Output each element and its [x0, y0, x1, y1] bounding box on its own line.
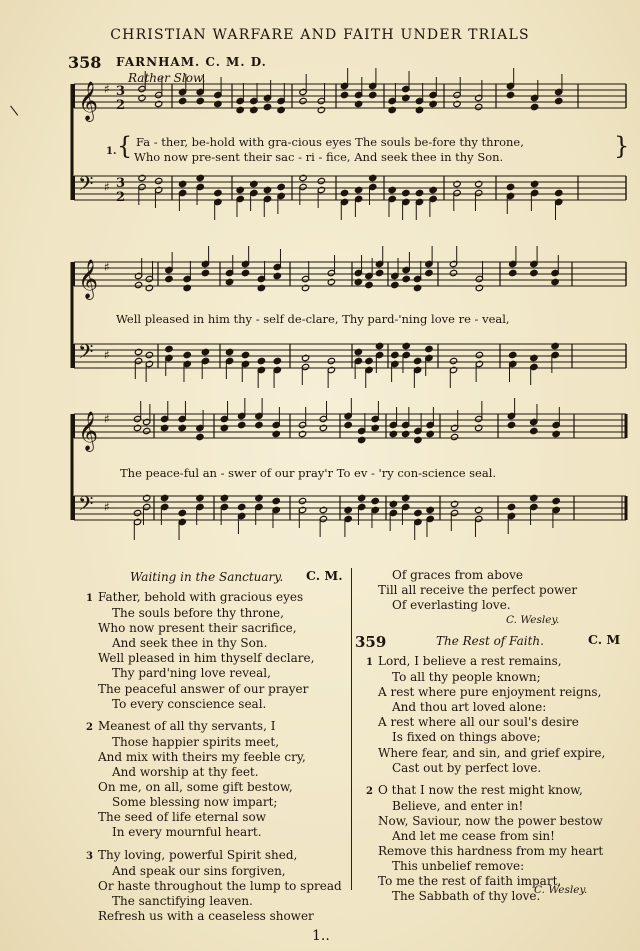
stanza-text: Father, behold with gracious eyes — [98, 590, 304, 604]
note-head — [327, 278, 335, 285]
stanza-text: And worship at thy feet. — [112, 765, 259, 780]
note-head — [241, 269, 249, 276]
stanza-line — [378, 685, 634, 700]
note-head — [391, 351, 399, 358]
stanza-line — [98, 735, 350, 750]
stanza-number: 2 — [366, 785, 373, 797]
stanza-line: Of graces from above — [392, 568, 523, 582]
stanza-text: Now, Saviour, now the power bestow — [378, 813, 603, 828]
note-head — [375, 342, 383, 349]
stanza-text: A rest where pure enjoyment reigns, — [378, 685, 602, 700]
hymn-358-stanzas — [86, 590, 350, 931]
hymn-358-title-line — [130, 570, 330, 585]
stanza-line — [378, 761, 634, 776]
note-head — [365, 357, 373, 364]
bass-clef: 𝄢 — [78, 340, 94, 368]
stanza-text: This unbelief remove: — [392, 859, 525, 874]
note-head — [183, 284, 191, 291]
note-head — [319, 424, 327, 431]
note-head — [475, 351, 483, 358]
note-head — [277, 183, 285, 190]
stanza-text: And mix with theirs my feeble cry, — [98, 749, 306, 764]
stanza-text: The sanctifying leaven. — [112, 893, 253, 908]
treble-clef: 𝄞 — [78, 81, 99, 121]
stanza-line — [98, 651, 350, 666]
note-head — [506, 91, 514, 98]
time-signature-bottom: 2 — [116, 190, 126, 205]
note-head — [344, 506, 352, 513]
stanza-line — [98, 894, 350, 909]
stanza-line — [98, 765, 350, 780]
note-head — [530, 494, 538, 501]
note-head — [555, 97, 563, 104]
note-head — [531, 103, 539, 110]
stanza-line — [378, 874, 634, 889]
stanza-line — [86, 848, 350, 864]
note-head — [371, 497, 379, 504]
hymn-359-stanzas — [366, 654, 634, 912]
lyric-line-1a: Fa - ther, be-hold with gra-cious eyes The souls be-fore thy throne, — [136, 135, 524, 149]
note-head — [475, 180, 483, 187]
stanza-text: The peaceful answer of our prayer — [98, 681, 309, 696]
note-head — [277, 106, 285, 113]
note-head — [415, 189, 423, 196]
note-head — [552, 497, 560, 504]
note-head — [391, 281, 399, 288]
stanza-text: The souls before thy throne, — [112, 606, 284, 621]
stanza-line — [378, 730, 634, 745]
note-head — [225, 278, 233, 285]
note-head — [238, 503, 246, 510]
stanza-line — [98, 621, 350, 636]
lyric-line-2: Well pleased in him thy - self de-clare, Thy pard-'ning love re - veal, — [116, 312, 510, 326]
note-head — [138, 174, 146, 181]
note-head — [220, 424, 228, 431]
note-head — [449, 269, 457, 276]
stanza-gap — [366, 776, 634, 783]
sharp-sign: ♯ — [104, 412, 110, 426]
stanza-line: Till all receive the perfect power — [378, 583, 578, 598]
note-head — [354, 278, 362, 285]
stanza-text: And let me cease from sin! — [392, 829, 555, 844]
note-head — [319, 506, 327, 513]
note-head — [298, 497, 306, 504]
note-head — [196, 433, 204, 440]
note-head — [413, 357, 421, 364]
note-head — [301, 354, 309, 361]
stanza-text: Who now present their sacrifice, — [98, 621, 297, 636]
note-head — [272, 430, 280, 437]
lyric-line-3: The peace-ful an - swer of our pray'r To ev - 'ry con-science seal. — [120, 466, 497, 480]
note-head — [299, 97, 307, 104]
note-head — [196, 494, 204, 501]
page-number: 1.. — [312, 928, 330, 944]
note-head — [327, 357, 335, 364]
running-head: CHRISTIAN WARFARE AND FAITH UNDER TRIALS — [110, 27, 530, 43]
note-head — [263, 186, 271, 193]
note-head — [257, 284, 265, 291]
note-head — [161, 424, 169, 431]
stanza-text: The Sabbath of thy love. — [392, 889, 541, 904]
stanza-text: On me, on all, some gift bestow, — [98, 780, 293, 795]
note-head — [354, 348, 362, 355]
note-head — [133, 424, 141, 431]
note-head — [530, 354, 538, 361]
stanza-number: 2 — [86, 721, 93, 733]
sharp-sign: ♯ — [104, 180, 110, 194]
stanza-text: Cast out by perfect love. — [392, 760, 542, 775]
note-head — [531, 180, 539, 187]
note-head — [402, 430, 410, 437]
hymn-358-number: 358 — [68, 53, 102, 72]
note-head — [165, 345, 173, 352]
note-head — [263, 103, 271, 110]
stanza-text: Thy loving, powerful Spirit shed, — [98, 847, 298, 862]
note-head — [179, 97, 187, 104]
note-head — [507, 503, 515, 510]
note-head — [133, 509, 141, 516]
margin-pencil-mark: \ — [9, 102, 20, 120]
hymn-358-continuation — [378, 568, 628, 613]
note-head — [552, 430, 560, 437]
note-head — [236, 106, 244, 113]
stanza-line — [98, 666, 350, 681]
note-head — [238, 421, 246, 428]
note-head — [475, 103, 483, 110]
stanza-gap — [366, 905, 634, 912]
stanza-text: Believe, and enter in! — [392, 798, 524, 813]
note-head — [250, 106, 258, 113]
stanza-line — [378, 889, 634, 904]
stanza-text: Refresh us with a ceaseless shower — [98, 908, 314, 923]
time-signature-bottom: 2 — [116, 98, 126, 113]
note-head — [301, 284, 309, 291]
stanza-line — [378, 859, 634, 874]
stanza-line — [86, 719, 350, 735]
stanza-text: To every conscience seal. — [112, 696, 267, 711]
stanza-line — [378, 715, 634, 730]
note-head — [134, 348, 142, 355]
note-head — [225, 348, 233, 355]
note-head — [155, 177, 163, 184]
treble-clef: 𝄞 — [78, 411, 99, 451]
note-head — [402, 189, 410, 196]
note-head — [178, 509, 186, 516]
note-head — [273, 357, 281, 364]
note-head — [551, 278, 559, 285]
note-head — [317, 106, 325, 113]
note-head — [298, 430, 306, 437]
stanza-line — [378, 700, 634, 715]
note-head — [475, 506, 483, 513]
note-head — [220, 494, 228, 501]
stanza-text: Or haste throughout the lump to spread — [98, 878, 342, 893]
note-head — [371, 424, 379, 431]
stanza-text: Those happier spirits meet, — [112, 734, 280, 749]
note-head — [426, 430, 434, 437]
note-head — [257, 357, 265, 364]
note-head — [530, 269, 538, 276]
note-head — [507, 421, 515, 428]
stanza-text: Where fear, and sin, and grief expire, — [378, 745, 606, 760]
note-head — [402, 342, 410, 349]
stanza-text: Thy pard'ning love reveal, — [112, 666, 271, 681]
stanza-line — [98, 879, 350, 894]
note-head — [155, 100, 163, 107]
stanza-line — [98, 697, 350, 712]
stanza-number: 3 — [86, 850, 93, 862]
note-head — [453, 100, 461, 107]
note-head — [555, 189, 563, 196]
hymn-358-meter: C. M. — [306, 568, 343, 583]
lyric-line-1b: Who now pre-sent their sac - ri - fice, And seek thee in thy Son. — [134, 150, 504, 164]
stanza-line — [378, 844, 634, 859]
note-head — [161, 494, 169, 501]
note-head — [414, 509, 422, 516]
note-head — [344, 421, 352, 428]
note-head — [255, 494, 263, 501]
stanza-text: Is fixed on things above; — [392, 730, 541, 745]
note-head — [425, 269, 433, 276]
bass-clef: 𝄢 — [78, 172, 94, 200]
stanza-line — [98, 810, 350, 825]
note-head — [178, 424, 186, 431]
note-head — [201, 269, 209, 276]
note-head — [475, 284, 483, 291]
time-signature-top: 3 — [116, 176, 126, 191]
note-head — [145, 284, 153, 291]
stanza-line — [378, 814, 634, 829]
lyric-brace-left: { — [117, 132, 133, 160]
note-head — [369, 91, 377, 98]
note-head — [426, 506, 434, 513]
hymn-359-title: The Rest of Faith. — [436, 634, 544, 648]
note-head — [506, 183, 514, 190]
stanza-line — [98, 825, 350, 840]
note-head — [415, 106, 423, 113]
stanza-text: And thou art loved alone: — [392, 700, 547, 715]
stanza-line — [366, 783, 634, 799]
note-head — [317, 177, 325, 184]
stanza-line — [378, 799, 634, 814]
stanza-gap — [86, 712, 350, 719]
note-head — [255, 421, 263, 428]
verse-number: 1. — [106, 146, 117, 157]
stanza-text: Well pleased in him thyself declare, — [98, 651, 315, 666]
stanza-line — [98, 909, 350, 924]
note-head — [509, 351, 517, 358]
stanza-text: Remove this hardness from my heart — [378, 844, 604, 859]
note-head — [145, 351, 153, 358]
stanza-text: Some blessing now impart; — [112, 795, 278, 810]
time-signature-top: 3 — [116, 84, 126, 99]
bass-clef: 𝄢 — [78, 492, 94, 520]
note-head — [425, 345, 433, 352]
treble-clef: 𝄞 — [78, 259, 99, 299]
stanza-gap — [86, 924, 350, 931]
note-head — [340, 91, 348, 98]
note-head — [183, 351, 191, 358]
stanza-text: To all thy people known; — [392, 670, 541, 685]
hymn-359-meter: C. M — [588, 632, 621, 647]
note-head — [214, 100, 222, 107]
sharp-sign: ♯ — [104, 82, 110, 96]
stanza-line — [98, 780, 350, 795]
note-head — [214, 189, 222, 196]
note-head — [272, 497, 280, 504]
note-head — [388, 106, 396, 113]
note-head — [138, 94, 146, 101]
note-head — [299, 174, 307, 181]
note-head — [365, 281, 373, 288]
note-head — [389, 500, 397, 507]
note-head — [358, 494, 366, 501]
note-head — [551, 342, 559, 349]
stanza-text: A rest where all our soul's desire — [378, 715, 579, 730]
note-head — [241, 351, 249, 358]
note-head — [450, 433, 458, 440]
stanza-text: O that I now the rest might know, — [378, 782, 583, 797]
note-head — [340, 189, 348, 196]
tempo-marking: Rather Slow. — [128, 71, 206, 85]
stanza-line: Of everlasting love. — [392, 598, 511, 613]
note-head — [530, 427, 538, 434]
lyric-brace-right: } — [614, 132, 630, 160]
note-head — [475, 424, 483, 431]
note-head — [355, 186, 363, 193]
stanza-line — [98, 795, 350, 810]
stanza-line — [98, 606, 350, 621]
stanza-number: 1 — [366, 657, 373, 668]
note-head — [134, 281, 142, 288]
note-head — [250, 180, 258, 187]
column-divider — [351, 568, 352, 890]
note-head — [450, 500, 458, 507]
note-head — [429, 186, 437, 193]
stanza-text: In every mournful heart. — [112, 825, 262, 840]
stanza-line — [378, 670, 634, 685]
note-head — [402, 494, 410, 501]
hymn-359-number: 359 — [355, 633, 387, 651]
stanza-line — [98, 636, 350, 651]
note-head — [165, 275, 173, 282]
note-head — [143, 494, 151, 501]
note-head — [402, 275, 410, 282]
note-head — [179, 180, 187, 187]
stanza-text: And speak our sins forgiven, — [112, 863, 286, 878]
stanza-number: 1 — [86, 593, 93, 604]
stanza-text: Lord, I believe a rest remains, — [378, 654, 562, 668]
note-head — [358, 436, 366, 443]
stanza-gap — [86, 841, 350, 848]
note-head — [509, 269, 517, 276]
hymn-359-author: C. Wesley. — [534, 884, 588, 896]
stanza-line — [98, 864, 350, 879]
stanza-text: And seek thee in thy Son. — [112, 636, 268, 651]
sharp-sign: ♯ — [104, 260, 110, 274]
note-head — [449, 357, 457, 364]
note-head — [143, 427, 151, 434]
hymn-359-title-line — [436, 634, 544, 649]
note-head — [429, 100, 437, 107]
stanza-line — [378, 829, 634, 844]
note-head — [355, 100, 363, 107]
stanza-line — [86, 590, 350, 606]
sharp-sign: ♯ — [104, 500, 110, 514]
tune-name: FARNHAM. C. M. D. — [116, 55, 267, 69]
stanza-text: To me the rest of faith impart, — [378, 874, 562, 889]
note-head — [196, 174, 204, 181]
stanza-line — [378, 746, 634, 761]
sharp-sign: ♯ — [104, 348, 110, 362]
note-head — [369, 174, 377, 181]
note-head — [414, 436, 422, 443]
stanza-text: Meanest of all thy servants, I — [98, 718, 276, 733]
stanza-line — [98, 750, 350, 765]
note-head — [389, 430, 397, 437]
note-head — [388, 186, 396, 193]
note-head — [453, 180, 461, 187]
note-head — [273, 272, 281, 279]
stanza-line — [366, 654, 634, 670]
hymn-358-text-title: Waiting in the Sanctuary. — [130, 570, 284, 584]
note-head — [196, 97, 204, 104]
stanza-text: The seed of life eternal sow — [98, 810, 266, 825]
note-head — [375, 269, 383, 276]
note-head — [236, 186, 244, 193]
stanza-line — [98, 682, 350, 697]
hymn-358-author: C. Wesley. — [506, 614, 560, 626]
note-head — [413, 284, 421, 291]
note-head — [402, 94, 410, 101]
note-head — [201, 348, 209, 355]
